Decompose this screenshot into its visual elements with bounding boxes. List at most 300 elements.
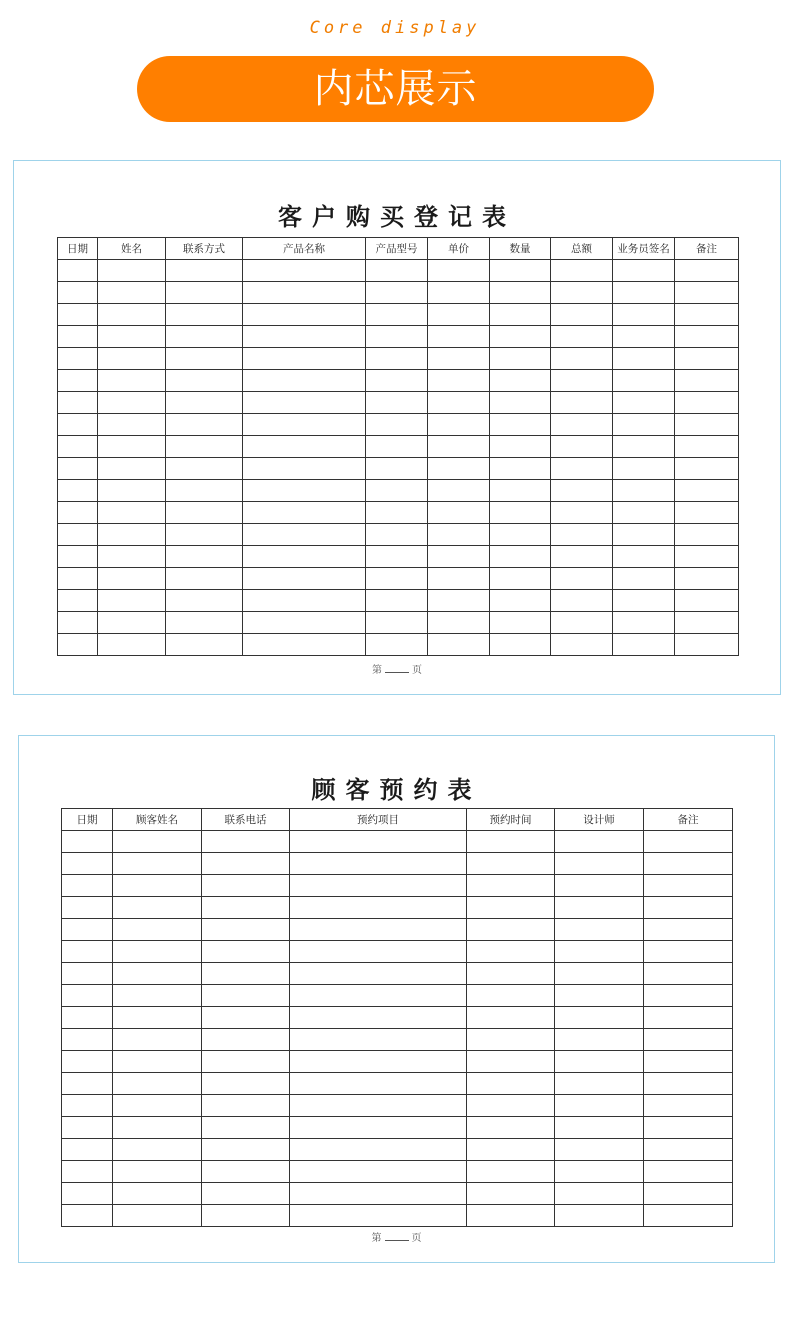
blank-cell — [290, 1139, 467, 1161]
blank-cell — [113, 1139, 202, 1161]
blank-cell — [62, 1139, 113, 1161]
blank-cell — [62, 919, 113, 941]
blank-cell — [62, 1073, 113, 1095]
table-row — [58, 568, 739, 590]
blank-cell — [467, 831, 555, 853]
blank-cell — [467, 853, 555, 875]
blank-cell — [243, 348, 366, 370]
purchase-register-header-row — [58, 238, 739, 260]
appointment-body — [62, 831, 733, 1227]
blank-cell — [366, 304, 428, 326]
blank-cell — [290, 963, 467, 985]
blank-cell — [490, 348, 551, 370]
blank-cell — [555, 1183, 644, 1205]
blank-cell — [113, 1007, 202, 1029]
blank-cell — [113, 985, 202, 1007]
blank-cell — [428, 568, 490, 590]
page-number: 第 页 — [372, 665, 422, 676]
blank-cell — [555, 1095, 644, 1117]
blank-cell — [428, 524, 490, 546]
purchase-register-sheet — [13, 160, 781, 695]
blank-cell — [555, 1007, 644, 1029]
blank-cell — [366, 524, 428, 546]
blank-cell — [644, 875, 733, 897]
purchase-register-title: 客户购买登记表 — [278, 203, 516, 231]
blank-cell — [675, 502, 739, 524]
blank-cell — [290, 1007, 467, 1029]
blank-cell — [166, 326, 243, 348]
blank-cell — [467, 1205, 555, 1227]
blank-cell — [202, 831, 290, 853]
blank-cell — [243, 612, 366, 634]
blank-cell — [555, 1161, 644, 1183]
blank-cell — [58, 590, 98, 612]
blank-cell — [113, 1161, 202, 1183]
blank-cell — [98, 282, 166, 304]
blank-cell — [675, 414, 739, 436]
purchase-register-body — [58, 260, 739, 656]
blank-cell — [243, 414, 366, 436]
blank-cell — [644, 1095, 733, 1117]
blank-cell — [675, 524, 739, 546]
blank-cell — [98, 260, 166, 282]
blank-cell — [58, 612, 98, 634]
blank-cell — [613, 414, 675, 436]
blank-cell — [644, 1073, 733, 1095]
table-row — [58, 436, 739, 458]
blank-cell — [428, 370, 490, 392]
column-header: 预约时间 — [467, 809, 555, 831]
blank-cell — [166, 524, 243, 546]
column-header: 备注 — [644, 809, 733, 831]
blank-cell — [202, 985, 290, 1007]
column-header: 业务员签名 — [613, 238, 675, 260]
table-row — [58, 502, 739, 524]
blank-cell — [490, 568, 551, 590]
blank-cell — [551, 612, 613, 634]
blank-cell — [58, 524, 98, 546]
blank-cell — [555, 1117, 644, 1139]
table-row — [62, 1183, 733, 1205]
table-row — [58, 414, 739, 436]
blank-cell — [675, 612, 739, 634]
blank-cell — [675, 304, 739, 326]
blank-cell — [243, 282, 366, 304]
blank-cell — [166, 502, 243, 524]
blank-cell — [62, 963, 113, 985]
blank-cell — [644, 1029, 733, 1051]
table-row — [62, 853, 733, 875]
blank-cell — [366, 392, 428, 414]
blank-cell — [644, 1007, 733, 1029]
blank-cell — [467, 897, 555, 919]
blank-cell — [490, 414, 551, 436]
blank-cell — [202, 1007, 290, 1029]
blank-cell — [290, 985, 467, 1007]
blank-cell — [551, 282, 613, 304]
blank-cell — [551, 546, 613, 568]
blank-cell — [58, 634, 98, 656]
blank-cell — [644, 963, 733, 985]
blank-cell — [490, 480, 551, 502]
blank-cell — [555, 875, 644, 897]
blank-cell — [675, 634, 739, 656]
table-row — [62, 1007, 733, 1029]
blank-cell — [467, 1051, 555, 1073]
blank-cell — [644, 1117, 733, 1139]
blank-cell — [98, 568, 166, 590]
blank-cell — [290, 831, 467, 853]
blank-cell — [202, 1095, 290, 1117]
table-row — [62, 1205, 733, 1227]
blank-cell — [613, 546, 675, 568]
blank-cell — [366, 502, 428, 524]
table-row — [58, 634, 739, 656]
blank-cell — [290, 1051, 467, 1073]
blank-cell — [62, 1205, 113, 1227]
blank-cell — [366, 612, 428, 634]
blank-cell — [62, 831, 113, 853]
blank-cell — [555, 1029, 644, 1051]
blank-cell — [613, 392, 675, 414]
blank-cell — [98, 370, 166, 392]
table-row — [58, 458, 739, 480]
blank-cell — [644, 1161, 733, 1183]
blank-cell — [428, 414, 490, 436]
column-header: 顾客姓名 — [113, 809, 202, 831]
blank-cell — [366, 326, 428, 348]
blank-cell — [555, 919, 644, 941]
blank-cell — [467, 1095, 555, 1117]
blank-cell — [490, 590, 551, 612]
blank-cell — [290, 1205, 467, 1227]
blank-cell — [551, 634, 613, 656]
blank-cell — [551, 260, 613, 282]
blank-cell — [467, 875, 555, 897]
blank-cell — [675, 436, 739, 458]
blank-cell — [113, 941, 202, 963]
blank-cell — [58, 458, 98, 480]
blank-cell — [202, 919, 290, 941]
blank-cell — [113, 1205, 202, 1227]
blank-cell — [290, 1073, 467, 1095]
blank-cell — [490, 326, 551, 348]
appointment-sheet — [18, 735, 775, 1263]
blank-cell — [428, 502, 490, 524]
table-row — [62, 963, 733, 985]
blank-cell — [467, 1073, 555, 1095]
blank-cell — [366, 370, 428, 392]
column-header: 备注 — [675, 238, 739, 260]
blank-cell — [202, 1139, 290, 1161]
table-row — [58, 480, 739, 502]
blank-cell — [62, 1161, 113, 1183]
blank-cell — [675, 546, 739, 568]
blank-cell — [555, 941, 644, 963]
blank-cell — [166, 590, 243, 612]
blank-cell — [555, 853, 644, 875]
blank-cell — [490, 304, 551, 326]
column-header: 产品名称 — [243, 238, 366, 260]
blank-cell — [202, 1029, 290, 1051]
table-row — [58, 348, 739, 370]
column-header: 日期 — [62, 809, 113, 831]
blank-cell — [551, 370, 613, 392]
blank-cell — [243, 590, 366, 612]
blank-cell — [366, 282, 428, 304]
blank-cell — [290, 897, 467, 919]
blank-cell — [428, 458, 490, 480]
blank-cell — [366, 568, 428, 590]
blank-cell — [98, 502, 166, 524]
blank-cell — [243, 458, 366, 480]
blank-cell — [366, 436, 428, 458]
blank-cell — [467, 1007, 555, 1029]
blank-cell — [675, 348, 739, 370]
blank-cell — [290, 1029, 467, 1051]
blank-cell — [113, 831, 202, 853]
blank-cell — [613, 480, 675, 502]
blank-cell — [428, 480, 490, 502]
table-row — [62, 985, 733, 1007]
blank-cell — [428, 392, 490, 414]
blank-cell — [98, 546, 166, 568]
blank-cell — [98, 348, 166, 370]
blank-cell — [58, 304, 98, 326]
blank-cell — [551, 436, 613, 458]
blank-cell — [290, 875, 467, 897]
column-header: 姓名 — [98, 238, 166, 260]
table-row — [62, 919, 733, 941]
blank-cell — [166, 392, 243, 414]
blank-cell — [58, 436, 98, 458]
blank-cell — [58, 260, 98, 282]
blank-cell — [490, 392, 551, 414]
blank-cell — [290, 1117, 467, 1139]
blank-cell — [166, 480, 243, 502]
blank-cell — [243, 326, 366, 348]
blank-cell — [202, 1051, 290, 1073]
blank-cell — [675, 392, 739, 414]
appointment-table — [61, 808, 733, 1227]
blank-cell — [428, 546, 490, 568]
blank-cell — [555, 1073, 644, 1095]
table-row — [62, 941, 733, 963]
blank-cell — [98, 304, 166, 326]
blank-cell — [467, 963, 555, 985]
blank-cell — [113, 1029, 202, 1051]
blank-cell — [202, 941, 290, 963]
blank-cell — [467, 1029, 555, 1051]
blank-cell — [202, 897, 290, 919]
blank-cell — [62, 1007, 113, 1029]
blank-cell — [62, 1117, 113, 1139]
blank-cell — [166, 546, 243, 568]
blank-cell — [551, 326, 613, 348]
blank-cell — [490, 436, 551, 458]
blank-cell — [98, 524, 166, 546]
core-display-subtitle: Core display — [309, 18, 481, 38]
blank-cell — [202, 1205, 290, 1227]
blank-cell — [613, 304, 675, 326]
blank-cell — [644, 897, 733, 919]
blank-cell — [62, 875, 113, 897]
blank-cell — [490, 524, 551, 546]
blank-cell — [58, 326, 98, 348]
blank-cell — [113, 1183, 202, 1205]
blank-cell — [675, 326, 739, 348]
blank-cell — [366, 546, 428, 568]
table-row — [58, 326, 739, 348]
blank-cell — [98, 414, 166, 436]
blank-cell — [490, 634, 551, 656]
blank-cell — [613, 590, 675, 612]
blank-cell — [243, 480, 366, 502]
section-banner: 内芯展示 — [137, 56, 654, 122]
blank-cell — [62, 1051, 113, 1073]
table-row — [58, 546, 739, 568]
blank-cell — [98, 326, 166, 348]
appointment-header-row — [62, 809, 733, 831]
blank-cell — [428, 634, 490, 656]
blank-cell — [551, 348, 613, 370]
blank-cell — [202, 1183, 290, 1205]
blank-cell — [243, 392, 366, 414]
table-row — [62, 1117, 733, 1139]
blank-cell — [290, 1095, 467, 1117]
blank-cell — [551, 414, 613, 436]
blank-cell — [166, 370, 243, 392]
blank-cell — [62, 1095, 113, 1117]
blank-cell — [555, 831, 644, 853]
blank-cell — [551, 392, 613, 414]
blank-cell — [644, 1205, 733, 1227]
blank-cell — [490, 612, 551, 634]
blank-cell — [467, 1117, 555, 1139]
blank-cell — [166, 634, 243, 656]
column-header: 日期 — [58, 238, 98, 260]
appointment-title: 顾客预约表 — [311, 776, 482, 804]
blank-cell — [613, 326, 675, 348]
blank-cell — [644, 831, 733, 853]
column-header: 联系电话 — [202, 809, 290, 831]
blank-cell — [675, 282, 739, 304]
blank-cell — [644, 1183, 733, 1205]
blank-cell — [551, 524, 613, 546]
blank-cell — [98, 612, 166, 634]
blank-cell — [166, 282, 243, 304]
blank-cell — [644, 853, 733, 875]
blank-cell — [98, 590, 166, 612]
table-row — [58, 282, 739, 304]
column-header: 设计师 — [555, 809, 644, 831]
blank-cell — [490, 502, 551, 524]
blank-cell — [62, 853, 113, 875]
blank-cell — [675, 370, 739, 392]
blank-cell — [551, 502, 613, 524]
page-number-blank — [385, 672, 409, 673]
column-header: 单价 — [428, 238, 490, 260]
blank-cell — [428, 282, 490, 304]
blank-cell — [113, 897, 202, 919]
blank-cell — [58, 370, 98, 392]
column-header: 联系方式 — [166, 238, 243, 260]
blank-cell — [98, 458, 166, 480]
blank-cell — [290, 853, 467, 875]
blank-cell — [58, 502, 98, 524]
blank-cell — [613, 370, 675, 392]
blank-cell — [675, 480, 739, 502]
blank-cell — [58, 414, 98, 436]
blank-cell — [166, 348, 243, 370]
blank-cell — [490, 546, 551, 568]
blank-cell — [551, 458, 613, 480]
blank-cell — [551, 304, 613, 326]
blank-cell — [62, 985, 113, 1007]
blank-cell — [243, 370, 366, 392]
blank-cell — [644, 941, 733, 963]
blank-cell — [202, 1073, 290, 1095]
blank-cell — [243, 546, 366, 568]
blank-cell — [613, 458, 675, 480]
table-row — [62, 1051, 733, 1073]
blank-cell — [62, 1183, 113, 1205]
column-header: 总额 — [551, 238, 613, 260]
blank-cell — [113, 853, 202, 875]
blank-cell — [62, 897, 113, 919]
blank-cell — [62, 1029, 113, 1051]
blank-cell — [490, 370, 551, 392]
blank-cell — [366, 348, 428, 370]
blank-cell — [428, 260, 490, 282]
blank-cell — [366, 634, 428, 656]
blank-cell — [490, 260, 551, 282]
blank-cell — [58, 348, 98, 370]
blank-cell — [467, 985, 555, 1007]
blank-cell — [644, 985, 733, 1007]
table-row — [62, 1029, 733, 1051]
blank-cell — [551, 590, 613, 612]
blank-cell — [551, 480, 613, 502]
blank-cell — [555, 1051, 644, 1073]
table-row — [62, 1139, 733, 1161]
table-row — [58, 370, 739, 392]
blank-cell — [644, 1139, 733, 1161]
blank-cell — [62, 941, 113, 963]
blank-cell — [98, 392, 166, 414]
blank-cell — [613, 348, 675, 370]
blank-cell — [366, 260, 428, 282]
blank-cell — [202, 963, 290, 985]
blank-cell — [58, 282, 98, 304]
blank-cell — [428, 348, 490, 370]
blank-cell — [366, 590, 428, 612]
blank-cell — [166, 568, 243, 590]
blank-cell — [243, 304, 366, 326]
blank-cell — [166, 458, 243, 480]
table-row — [62, 1095, 733, 1117]
purchase-register-table — [57, 237, 739, 656]
blank-cell — [555, 985, 644, 1007]
blank-cell — [243, 634, 366, 656]
blank-cell — [202, 1161, 290, 1183]
blank-cell — [490, 458, 551, 480]
table-row — [62, 1161, 733, 1183]
blank-cell — [467, 919, 555, 941]
blank-cell — [490, 282, 551, 304]
column-header: 预约项目 — [290, 809, 467, 831]
blank-cell — [166, 414, 243, 436]
